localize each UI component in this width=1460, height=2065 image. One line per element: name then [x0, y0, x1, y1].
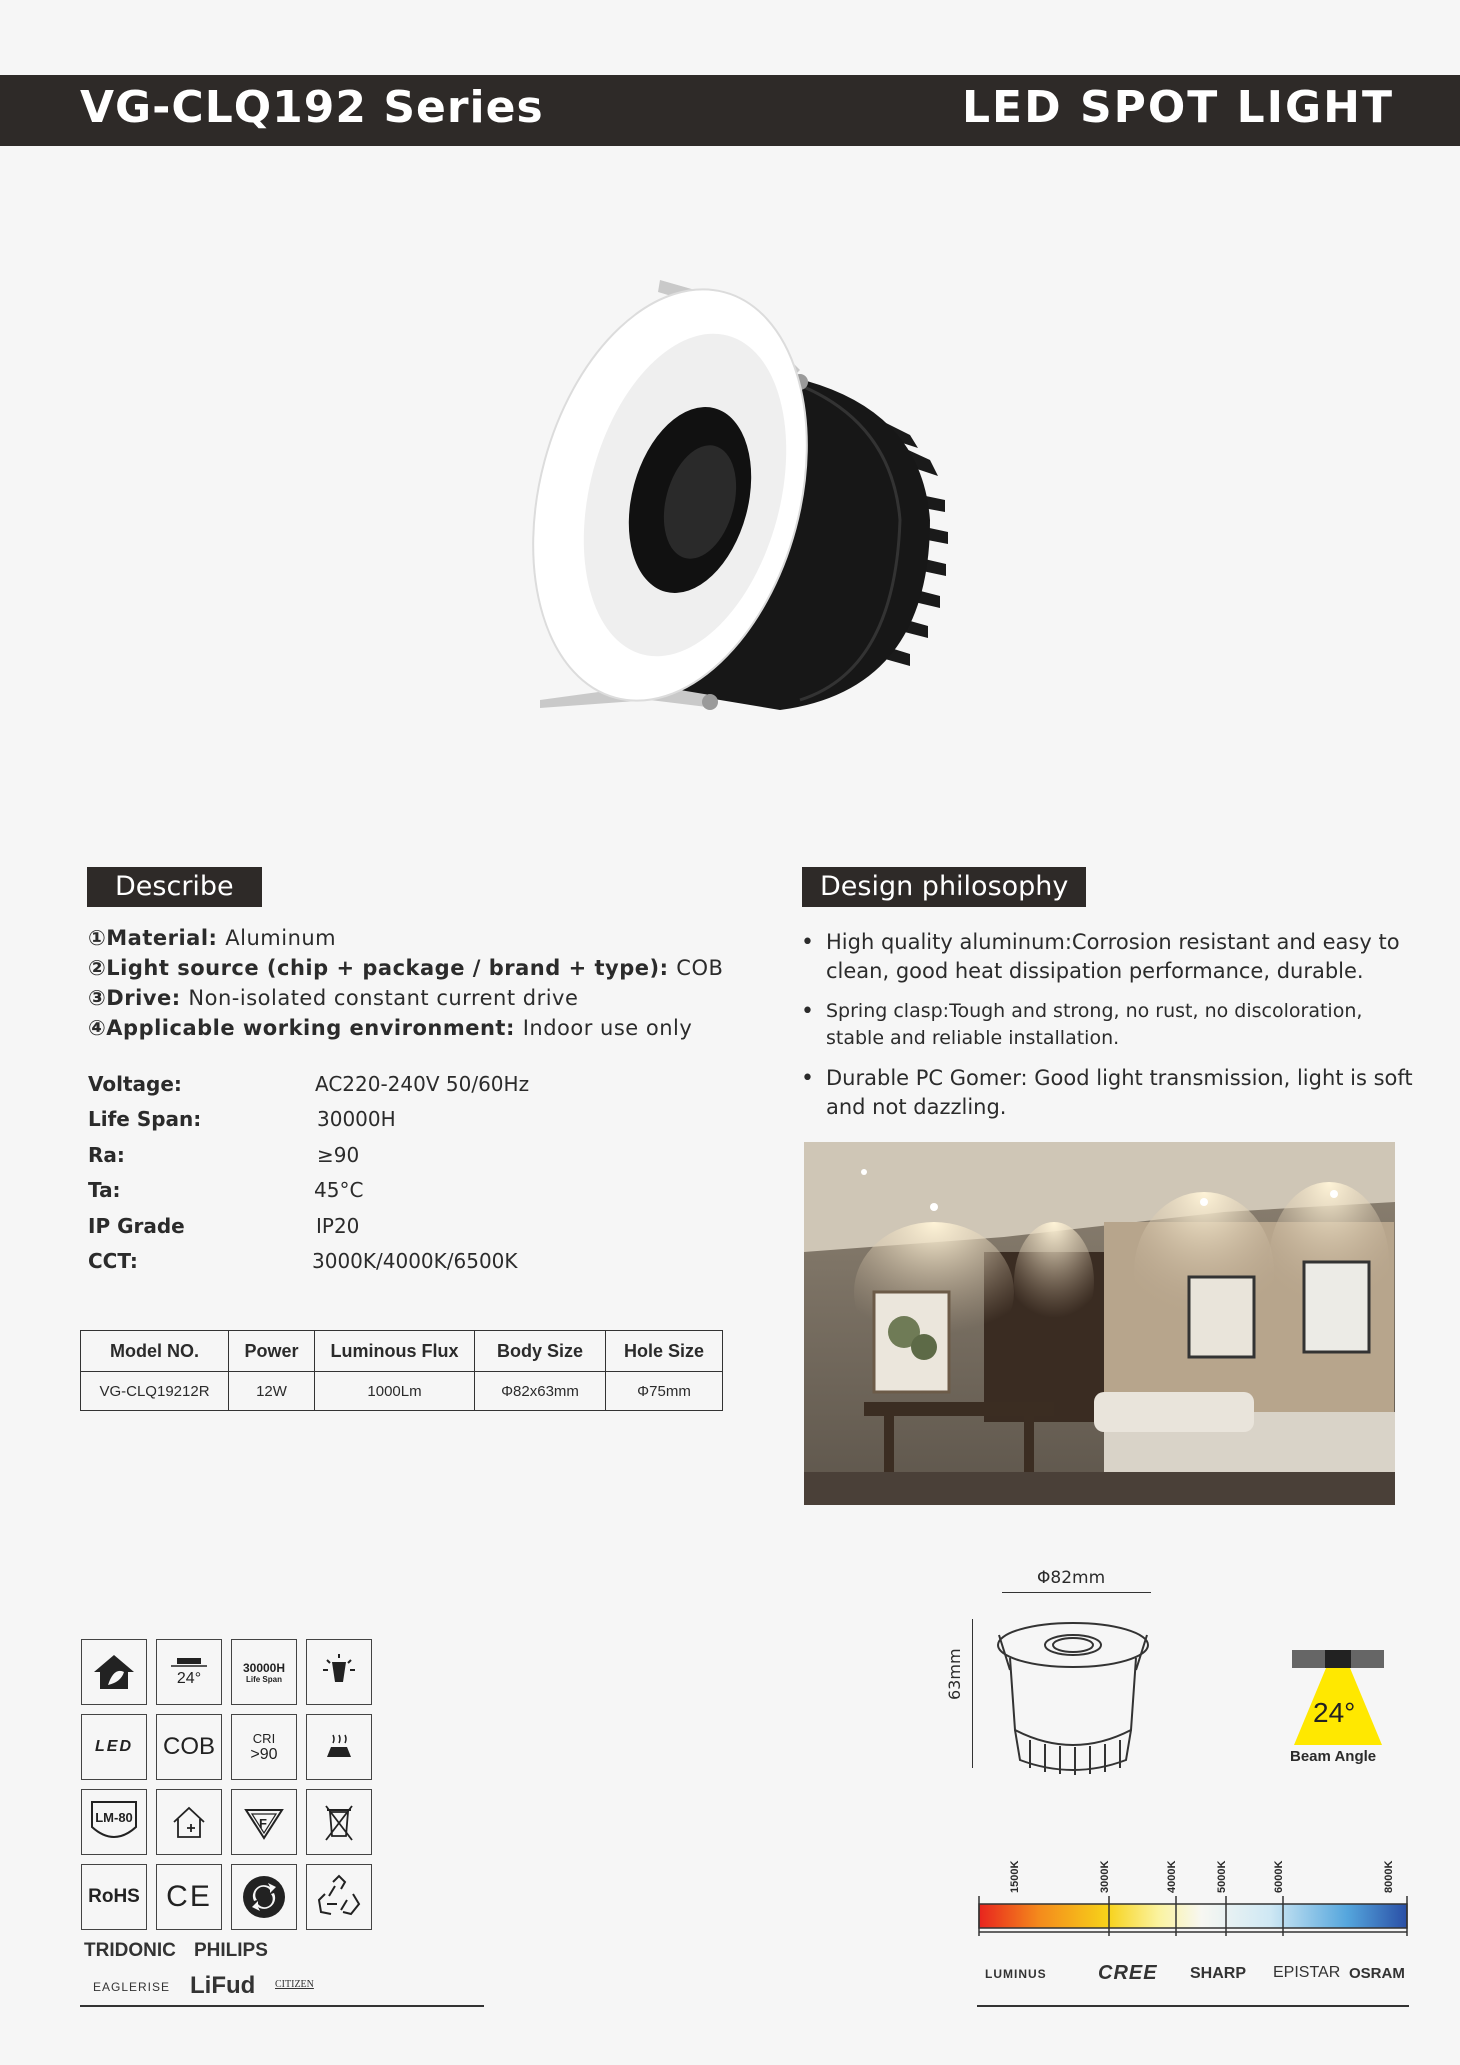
table-header: Body Size — [475, 1331, 606, 1372]
table-header-row — [81, 1331, 723, 1372]
life-span-label: Life Span — [245, 1674, 282, 1684]
spec-value-cct: 3000K/4000K/6500K — [312, 1249, 518, 1273]
describe-line — [88, 926, 336, 950]
spec-value-life-span: 30000H — [317, 1107, 396, 1131]
describe-line-label: ④Applicable working environment: — [88, 1016, 523, 1040]
rohs-label: RoHS — [88, 1886, 140, 1907]
weee-bin-icon — [306, 1789, 372, 1855]
spec-label-cct: CCT: — [88, 1249, 138, 1273]
table-header: Power — [229, 1331, 315, 1372]
table-header: Hole Size — [606, 1331, 723, 1372]
spec-label-life-span: Life Span: — [88, 1107, 202, 1131]
brand-epistar: EPISTAR — [1273, 1964, 1341, 1981]
brand-lifud: LiFud — [190, 1972, 256, 1999]
indoor-house-icon — [81, 1639, 147, 1705]
table-cell: Φ82x63mm — [475, 1372, 606, 1411]
describe-line-label: ①Material: — [88, 926, 226, 950]
table-cell: Φ75mm — [606, 1372, 723, 1411]
brand-tridonic: TRIDONIC — [84, 1940, 176, 1961]
f-mark-icon — [231, 1789, 297, 1855]
category-title: LED SPOT LIGHT — [962, 82, 1394, 133]
spec-label-ta: Ta: — [88, 1178, 121, 1202]
ce-icon — [156, 1864, 222, 1930]
table-cell: VG-CLQ19212R — [81, 1372, 229, 1411]
spec-value-ip-grade: IP20 — [316, 1214, 360, 1238]
brand-sharp: SHARP — [1190, 1965, 1247, 1982]
heat-dissipation-icon — [306, 1714, 372, 1780]
brand-philips: PHILIPS — [194, 1940, 268, 1961]
design-bullet: • High quality aluminum:Corrosion resistant and easy to clean, good heat dissipation performance, durable. — [826, 928, 1426, 986]
design-bullet: • Spring clasp:Tough and strong, no rust, no discoloration, stable and reliable installation. — [826, 998, 1426, 1052]
describe-line-value: Aluminum — [225, 926, 337, 950]
series-title: VG-CLQ192 Series — [80, 82, 544, 133]
beam-angle-icon — [156, 1639, 222, 1705]
lm80-label: LM-80 — [95, 1809, 133, 1825]
describe-line-label: ③Drive: — [88, 986, 189, 1010]
table-header: Model NO. — [81, 1331, 229, 1372]
describe-line — [88, 956, 723, 980]
brand-cree: CREE — [1098, 1962, 1158, 1984]
light-bulb-icon — [306, 1639, 372, 1705]
spec-value-ta: 45°C — [314, 1178, 364, 1202]
brand-osram: OSRAM — [1349, 1965, 1405, 1982]
cct-color-scale — [977, 1896, 1409, 1936]
cct-tick: 3000K — [1099, 1860, 1111, 1893]
dimension-diameter: Φ82mm — [1037, 1568, 1106, 1588]
cct-tick: 8000K — [1383, 1860, 1395, 1893]
spec-label-ra: Ra: — [88, 1143, 125, 1167]
feature-icon-grid — [81, 1639, 372, 1930]
spec-label-voltage: Voltage: — [88, 1072, 182, 1096]
cct-tick: 5000K — [1216, 1860, 1228, 1893]
cct-tick: 4000K — [1166, 1860, 1178, 1893]
product-photo — [500, 270, 960, 730]
cri-value: >90 — [250, 1745, 278, 1763]
spec-label-ip-grade: IP Grade — [88, 1214, 185, 1238]
interior-photo — [804, 1142, 1395, 1505]
bottom-rule-right — [977, 2005, 1409, 2007]
svg-text:F: F — [259, 1816, 267, 1831]
cct-tick: 6000K — [1273, 1860, 1285, 1893]
design-philosophy-tag: Design philosophy — [802, 867, 1086, 907]
rohs-icon — [81, 1864, 147, 1930]
table-row — [81, 1372, 723, 1411]
ce-label: CE — [166, 1880, 212, 1913]
cri-icon — [231, 1714, 297, 1780]
table-cell: 1000Lm — [315, 1372, 475, 1411]
led-label: LED — [95, 1738, 133, 1755]
describe-tag: Describe — [87, 867, 262, 907]
life-span-value: 30000H — [242, 1660, 286, 1675]
led-icon — [81, 1714, 147, 1780]
indoor-install-icon — [156, 1789, 222, 1855]
cct-tick: 1500K — [1009, 1860, 1021, 1893]
dimension-height: 63mm — [945, 1648, 964, 1700]
recycle-icon — [306, 1864, 372, 1930]
describe-line — [88, 986, 578, 1010]
describe-line-value: Indoor use only — [522, 1016, 693, 1040]
spec-value-voltage: AC220-240V 50/60Hz — [315, 1072, 530, 1096]
design-bullet: • Durable PC Gomer: Good light transmission, light is soft and not dazzling. — [826, 1064, 1436, 1122]
dimension-line-vertical — [972, 1619, 973, 1768]
cob-icon — [156, 1714, 222, 1780]
describe-line — [88, 1016, 692, 1040]
table-cell: 12W — [229, 1372, 315, 1411]
spec-value-ra: ≥90 — [317, 1143, 360, 1167]
table-header: Luminous Flux — [315, 1331, 475, 1372]
brand-luminus: LUMINUS — [985, 1967, 1047, 1981]
beam-angle-value: 24° — [176, 1670, 202, 1687]
describe-line-value: COB — [676, 956, 724, 980]
brand-citizen: CITIZEN — [275, 1979, 314, 1990]
describe-line-label: ②Light source (chip + package / brand + type): — [88, 956, 677, 980]
lm80-icon — [81, 1789, 147, 1855]
eco-cycle-icon — [231, 1864, 297, 1930]
dimension-line-horizontal — [1002, 1592, 1151, 1593]
life-span-icon — [231, 1639, 297, 1705]
bottom-rule-left — [80, 2005, 484, 2007]
model-table — [80, 1330, 723, 1411]
describe-line-value: Non-isolated constant current drive — [188, 986, 579, 1010]
cob-label: COB — [162, 1733, 215, 1760]
brand-eaglerise: EAGLERISE — [93, 1980, 171, 1994]
beam-angle-label: Beam Angle — [1290, 1748, 1377, 1765]
cri-label: CRI — [252, 1730, 276, 1746]
product-outline-drawing — [985, 1610, 1160, 1780]
beam-angle-value: 24° — [1313, 1697, 1356, 1728]
